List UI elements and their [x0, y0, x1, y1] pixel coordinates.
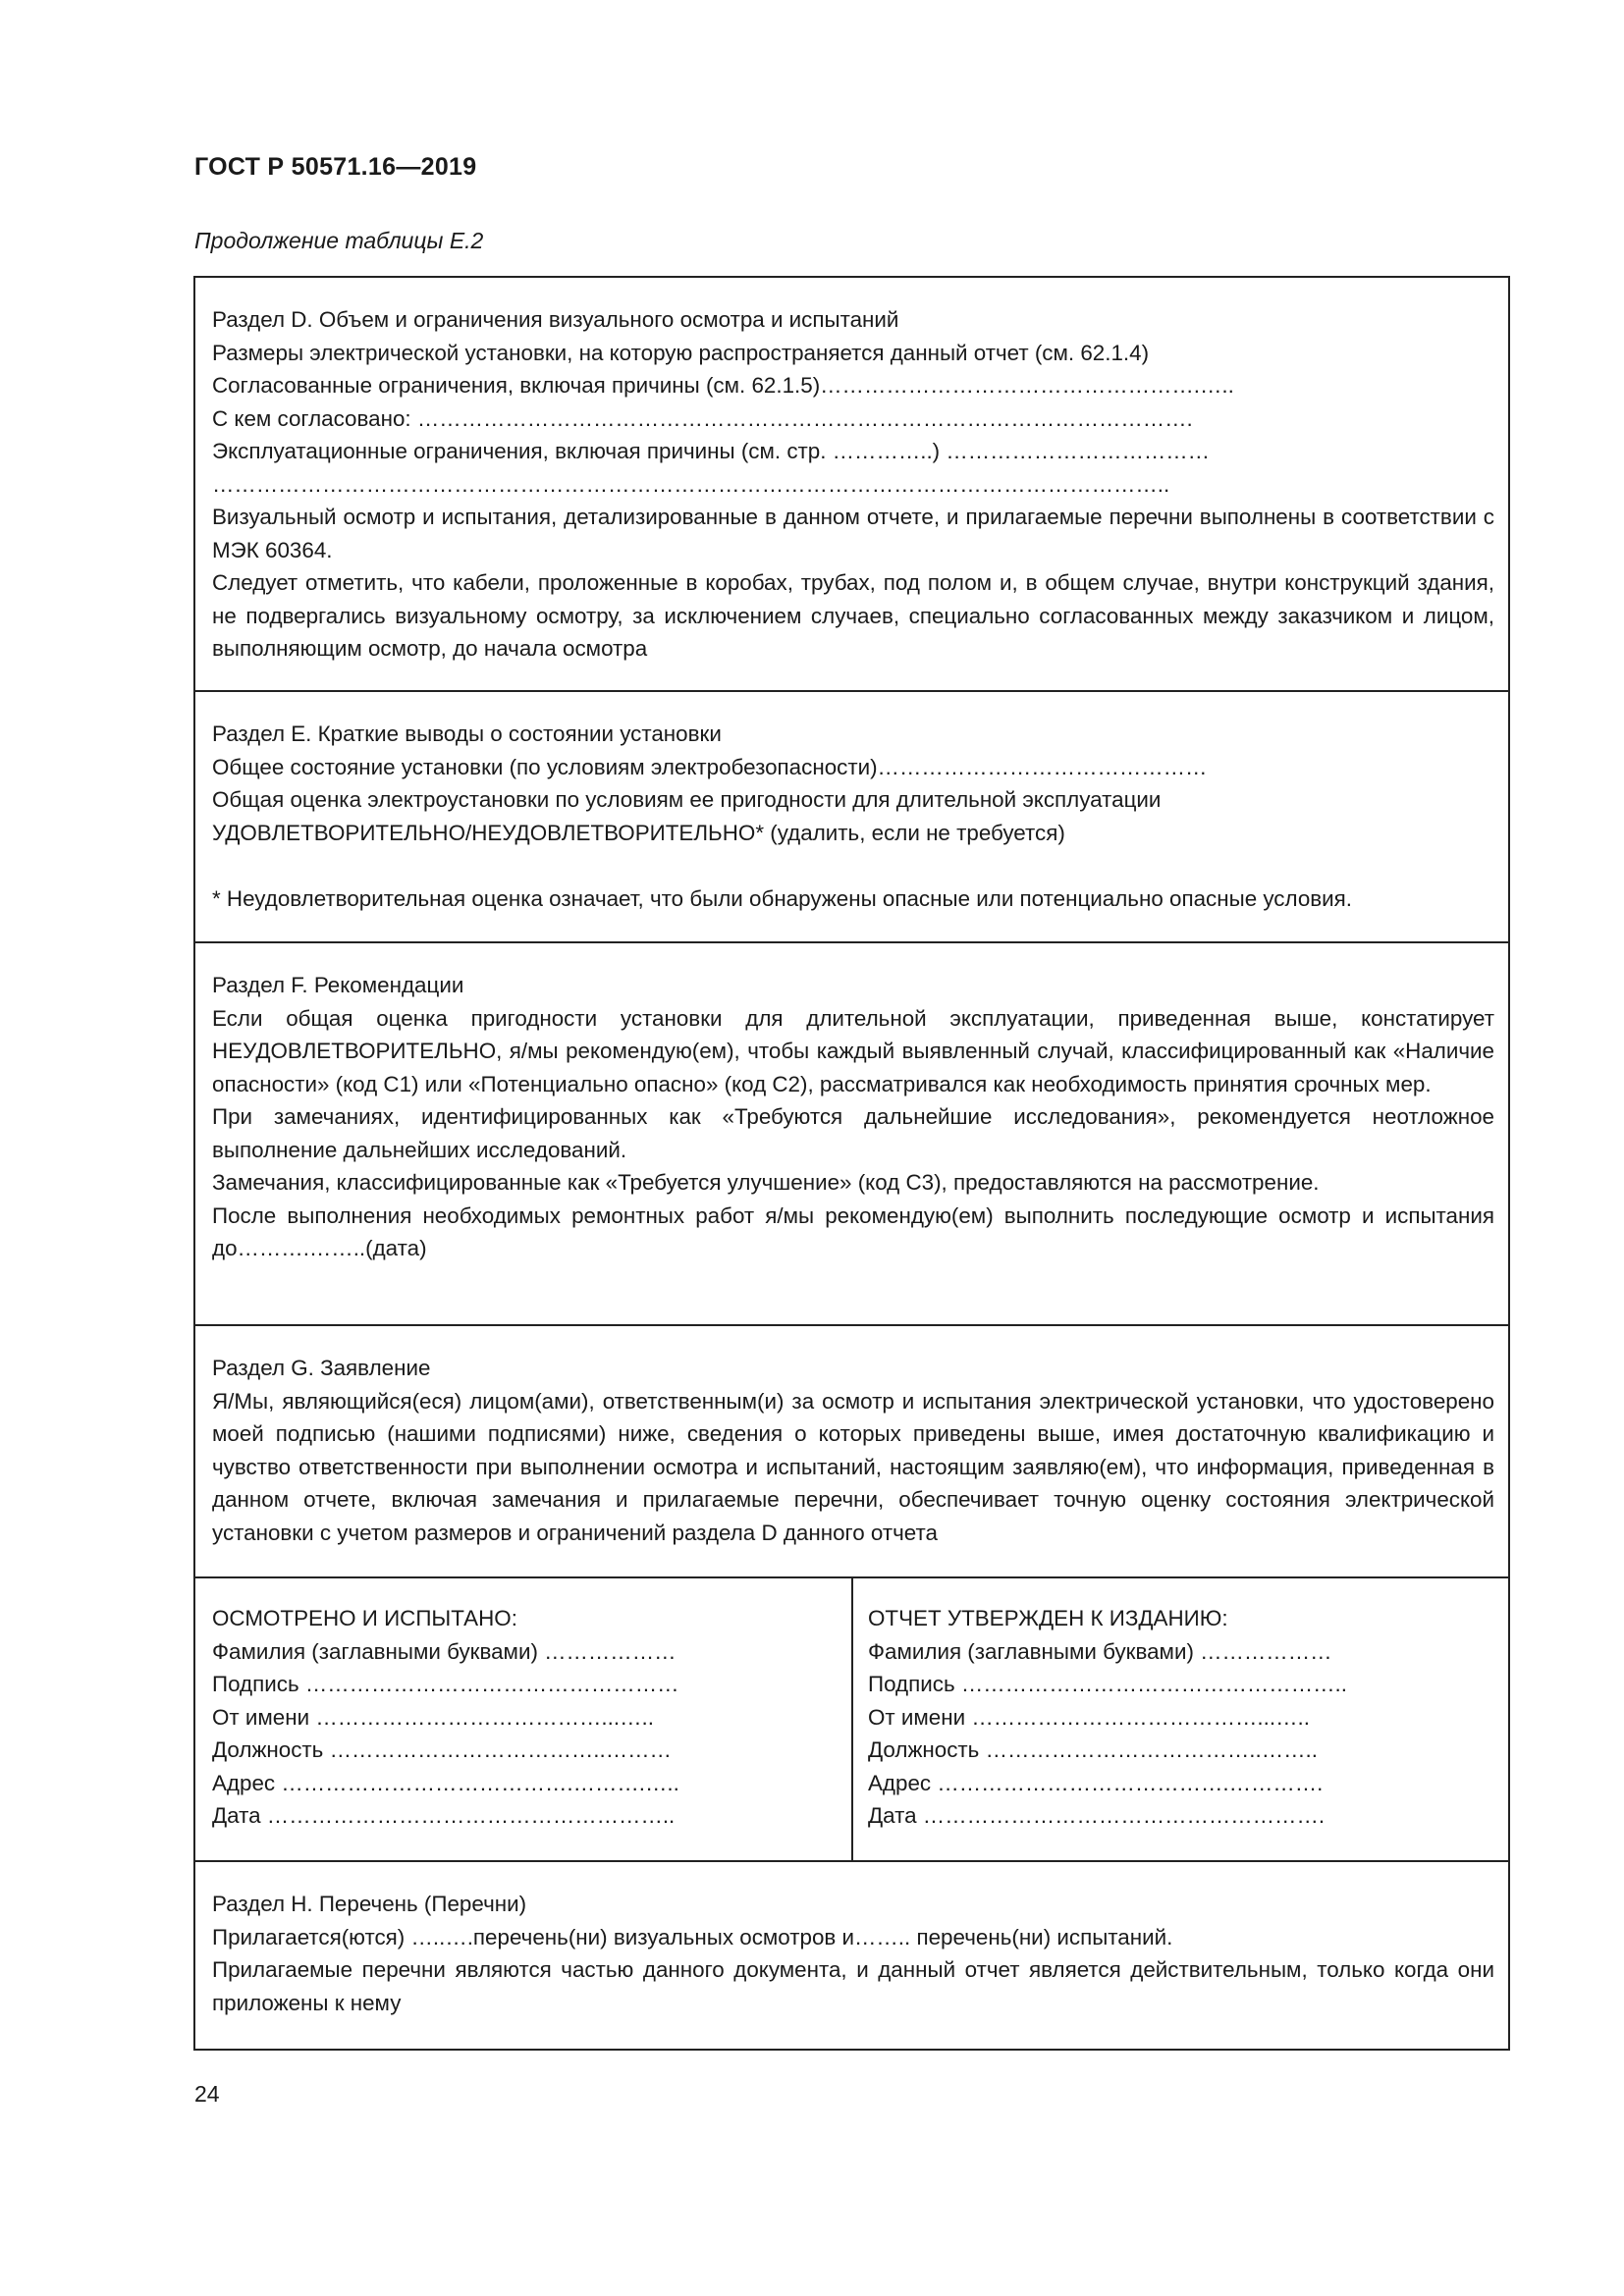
signature-block [195, 1578, 1508, 1862]
table-continuation-caption: Продолжение таблицы Е.2 [194, 228, 484, 253]
signature-field: Дата ……………………………………………….. [212, 1803, 676, 1828]
section-e-line: Общее состояние установки (по условиям электробезопасности)……………………………………… [212, 754, 1208, 779]
section-g-paragraph: Я/Мы, являющийся(еся) лицом(ами), ответственным(и) за осмотр и испытания электрической установки, что удостоверено моей подписью (нашими подписями) ниже, сведения о которых приведены выше, имея достаточную квалификацию и чувство ответственности при выполнении осмотра и испытаний, настоящим заявляю(ем), что информация, приведенная в данном отчете, включая замечания и прилагаемые перечни, обеспечивает точную оценку состояния электрической установки с учетом размеров и ограничений раздела D данного отчета [212, 1388, 1494, 1545]
signature-field: Должность ………………………………..……… [212, 1737, 672, 1762]
section-f-paragraph: Если общая оценка пригодности установки для длительной эксплуатации, приведенная выше, констатирует НЕУДОВЛЕТВОРИТЕЛЬНО, я/мы рекомендую(ем), чтобы каждый выявленный случай, классифицированный как «Наличие опасности» (код С1) или «Потенциально опасно» (код С2), рассматривался как необходимость принятия срочных мер. [212, 1005, 1494, 1096]
signature-field: Подпись …………………………………………… [212, 1672, 679, 1696]
section-d-line: ………………………………………………………………………………………………………………….. [212, 471, 1170, 497]
section-e [195, 692, 1508, 943]
section-f [195, 943, 1508, 1326]
section-h-paragraph: Прилагаемые перечни являются частью данного документа, и данный отчет является действительным, только когда они приложены к нему [212, 1957, 1494, 2015]
signature-field: Адрес ………………………………….……….….. [212, 1770, 679, 1795]
section-d [195, 278, 1508, 692]
section-d-paragraph: Визуальный осмотр и испытания, детализированные в данном отчете, и прилагаемые перечни выполнены в соответствии с МЭК 60364. [212, 505, 1494, 562]
section-g-title: Раздел G. Заявление [212, 1356, 431, 1380]
approved-by-heading: ОТЧЕТ УТВЕРЖДЕН К ИЗДАНИЮ: [868, 1606, 1228, 1630]
section-d-line: Согласованные ограничения, включая причины (см. 62.1.5)…………………………………………….….. [212, 373, 1234, 398]
signature-field: От имени …………………………………...….. [868, 1704, 1310, 1730]
section-e-footnote: * Неудовлетворительная оценка означает, что были обнаружены опасные или потенциально опасные условия. [212, 885, 1353, 911]
section-h [195, 1862, 1508, 2049]
standard-header: ГОСТ Р 50571.16—2019 [194, 153, 477, 181]
signature-field: От имени …………………………………...….. [212, 1704, 654, 1730]
section-f-paragraph: Замечания, классифицированные как «Требуется улучшение» (код С3), предоставляются на рассмотрение. [212, 1170, 1320, 1195]
signature-field: Подпись …………………………………………….. [868, 1672, 1347, 1696]
section-h-title: Раздел H. Перечень (Перечни) [212, 1892, 527, 1916]
signature-field: Адрес ………………………………….…………. [868, 1770, 1324, 1795]
signature-field: Дата ………………………………………………. [868, 1803, 1326, 1828]
section-e-line: УДОВЛЕТВОРИТЕЛЬНО/НЕУДОВЛЕТВОРИТЕЛЬНО* (удалить, если не требуется) [212, 820, 1065, 845]
section-h-line: Прилагается(ются) …..….перечень(ни) визуальных осмотров и…….. перечень(ни) испытаний. [212, 1924, 1173, 1949]
section-g [195, 1326, 1508, 1578]
section-d-line: Размеры электрической установки, на которую распространяется данный отчет (см. 62.1.4) [212, 340, 1150, 365]
signature-field: Фамилия (заглавными буквами) ……………… [212, 1638, 677, 1664]
signature-field: Должность ………………………………..…….. [868, 1737, 1318, 1762]
section-d-line: С кем согласовано: ……………………………………………………………………………………………. [212, 405, 1193, 431]
section-f-paragraph: После выполнения необходимых ремонтных работ я/мы рекомендую(ем) выполнить последующие осмотр и испытания до……….……..(дата) [212, 1202, 1494, 1260]
section-f-title: Раздел F. Рекомендации [212, 973, 464, 997]
section-e-line: Общая оценка электроустановки по условиям ее пригодности для длительной эксплуатации [212, 787, 1162, 812]
section-d-paragraph: Следует отметить, что кабели, проложенные в коробах, трубах, под полом и, в общем случае, внутри конструкций здания, не подвергались визуальному осмотру, за исключением случаев, специально согласованных между заказчиком и лицом, выполняющим осмотр, до начала осмотра [212, 570, 1494, 661]
approved-by-column [853, 1578, 1508, 1860]
inspected-by-column [195, 1578, 853, 1860]
section-d-title: Раздел D. Объем и ограничения визуального осмотра и испытаний [212, 307, 899, 332]
page-number: 24 [194, 2081, 220, 2107]
report-form-table [193, 276, 1510, 2051]
section-e-title: Раздел E. Краткие выводы о состоянии установки [212, 721, 722, 746]
inspected-by-heading: ОСМОТРЕНО И ИСПЫТАНО: [212, 1606, 517, 1630]
section-f-paragraph: При замечаниях, идентифицированных как «Требуются дальнейшие исследования», рекомендуется неотложное выполнение дальнейших исследований. [212, 1104, 1494, 1162]
signature-field: Фамилия (заглавными буквами) ……………… [868, 1638, 1332, 1664]
section-d-line: Эксплуатационные ограничения, включая причины (см. стр. …………..) ……………………………… [212, 439, 1211, 463]
